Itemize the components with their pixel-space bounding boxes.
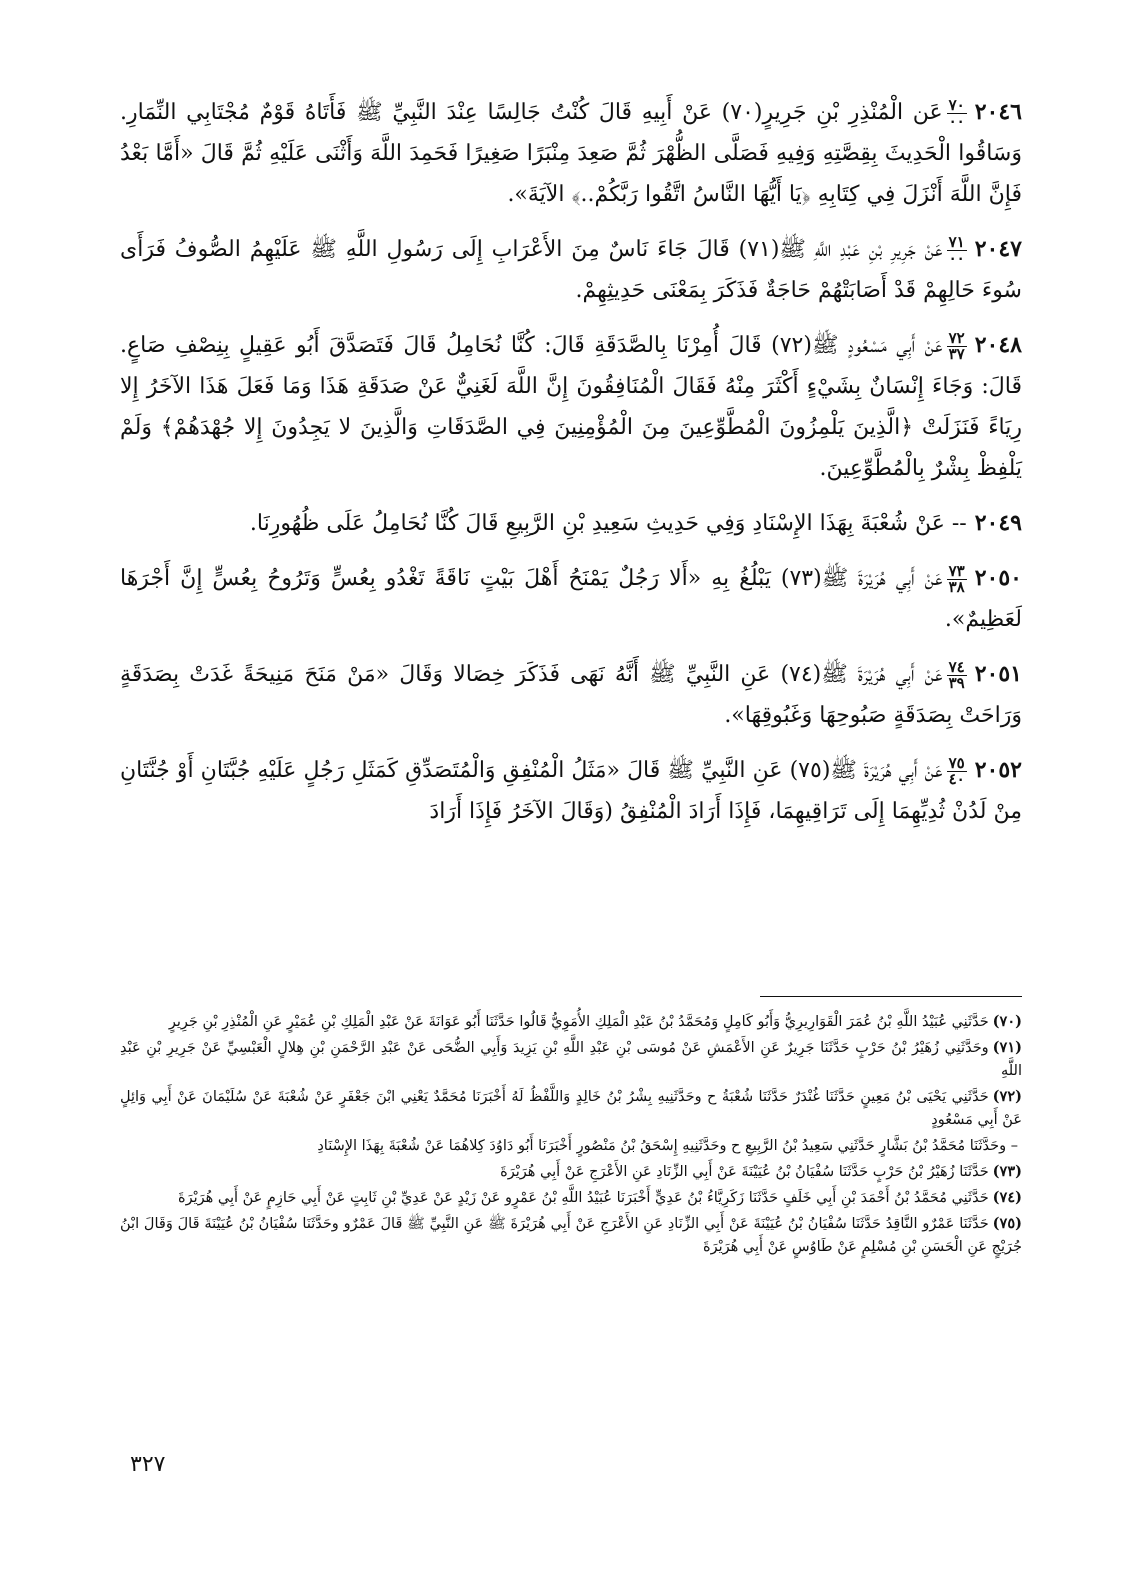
hadith-2050: [120, 558, 1022, 640]
footnote-72-continued: [120, 1134, 1022, 1158]
footnote-text: حَدَّثَنِي مُحَمَّدُ بْنُ أَحْمَدَ بْنِ أَبِي خَلَفٍ حَدَّثَنَا زَكَرِيَّاءُ بْنُ عَدِيٍّ أَخْبَرَنَا عُبَيْدُ اللَّهِ بْنُ عَمْرٍو عَنْ زَيْدٍ عَنْ عَدِيِّ بْنِ ثَابِتٍ عَنْ أَبِي حَازِمٍ عَنْ أَبِي هُرَيْرَةَ: [177, 1190, 989, 1206]
hadith-number: ٢٠٤٨: [974, 332, 1022, 358]
hadith-2051: [120, 654, 1022, 736]
reference-fraction: $\frac{٧٠}{٠٠}$: [948, 95, 965, 130]
hadith-number: ٢٠٤٩: [974, 510, 1022, 536]
hadith-2052: [120, 750, 1022, 832]
footnotes: [120, 1010, 1022, 1261]
hadith-text: عَنْ أَبِي هُرَيْرَةَ ﷺ(٧٤) عَنِ النَّبِيِّ ﷺ أَنَّهُ نَهَى فَذَكَرَ خِصَالا وَقَالَ «مَنْ مَنَحَ مَنِيحَةً غَدَتْ بِصَدَقَةٍ وَرَاحَتْ بِصَدَقَةٍ صَبُوحِهَا وَغَبُوقِهَا».: [120, 662, 1022, 728]
hadith-body: [120, 92, 1022, 846]
footnote-74: [120, 1186, 1022, 1210]
reference-fraction: $\frac{٧٢}{٣٧}$: [948, 328, 965, 363]
footnote-number: (٧٢): [992, 1088, 1022, 1105]
reference-fraction: $\frac{٧٤}{٣٩}$: [948, 657, 965, 692]
hadith-2046: [120, 92, 1022, 215]
hadith-text: عَنْ أَبِي مَسْعُودٍ ﷺ(٧٢) قَالَ أُمِرْنَا بِالصَّدَقَةِ قَالَ: كُنَّا نُحَامِلُ قَالَ فَتَصَدَّقَ أَبُو عَقِيلٍ بِنِصْفِ صَاعٍ. قَالَ: وَجَاءَ إِنْسَانٌ بِشَيْءٍ أَكْثَرَ مِنْهُ فَقَالَ الْمُنَافِقُونَ إِنَّ اللَّهَ لَغَنِيٌّ عَنْ صَدَقَةِ هَذَا وَمَا فَعَلَ هَذَا الآخَرُ إِلا رِيَاءً فَنَزَلَتْ ﴿الَّذِينَ يَلْمِزُونَ الْمُطَّوِّعِينَ مِنَ الْمُؤْمِنِينَ فِي الصَّدَقَاتِ وَالَّذِينَ لا يَجِدُونَ إِلا جُهْدَهُمْ﴾ وَلَمْ يَلْفِظْ بِشْرٌ بِالْمُطَّوِّعِينَ.: [120, 333, 1022, 481]
footnote-text: حَدَّثَنِي عُبَيْدُ اللَّهِ بْنُ عُمَرَ الْقَوَارِيرِيُّ وَأَبُو كَامِلٍ وَمُحَمَّدُ بْنُ عَبْدِ الْمَلِكِ الأُمَوِيُّ قَالُوا حَدَّثَنَا أَبُو عَوَانَةَ عَنْ عَبْدِ الْمَلِكِ بْنِ عُمَيْرٍ عَنِ الْمُنْذِرِ بْنِ جَرِيرٍ: [168, 1014, 989, 1030]
footnote-text: حَدَّثَنِي يَحْيَى بْنُ مَعِينٍ حَدَّثَنَا غُنْدَرٌ حَدَّثَنَا شُعْبَةُ ح وحَدَّثَنِيهِ بِشْرُ بْنُ خَالِدٍ وَاللَّفْظُ لَهُ أَخْبَرَنَا مُحَمَّدٌ يَعْنِي ابْنَ جَعْفَرٍ عَنْ شُعْبَةَ عَنْ سُلَيْمَانَ عَنْ أَبِي وَائِلٍ عَنْ أَبِي مَسْعُودٍ: [120, 1089, 1022, 1128]
hadith-text: -- عَنْ شُعْبَةَ بِهَذَا الإِسْنَادِ وَفِي حَدِيثِ سَعِيدِ بْنِ الرَّبِيعِ قَالَ كُنَّا نُحَامِلُ عَلَى ظُهُورِنَا.: [249, 511, 967, 536]
footnote-73: [120, 1160, 1022, 1184]
footnote-text: حَدَّثَنَا زُهَيْرُ بْنُ حَرْبٍ حَدَّثَنَا سُفْيَانُ بْنُ عُيَيْنَةَ عَنْ أَبِي الزِّنَادِ عَنِ الأَعْرَجِ عَنْ أَبِي هُرَيْرَةَ: [500, 1164, 989, 1180]
footnote-number: (٧١): [992, 1039, 1022, 1056]
footnote-75: [120, 1212, 1022, 1259]
hadith-2047: [120, 229, 1022, 311]
reference-fraction: $\frac{٧٥}{٤٠}$: [948, 753, 965, 788]
footnote-text: – وحَدَّثَنَا مُحَمَّدُ بْنُ بَشَّارٍ حَدَّثَنِي سَعِيدُ بْنُ الرَّبِيعِ ح وحَدَّثَنِيهِ إِسْحَقُ بْنُ مَنْصُورٍ أَخْبَرَنَا أَبُو دَاوُدَ كِلاهُمَا عَنْ شُعْبَةَ بِهَذَا الإِسْنَادِ: [317, 1138, 1018, 1154]
footnote-70: [120, 1010, 1022, 1034]
reference-fraction: $\frac{٧١}{٠٠}$: [948, 232, 965, 267]
hadith-number: ٢٠٤٧: [974, 236, 1022, 262]
hadith-text: عَن الْمُنْذِرِ بْنِ جَرِيرٍ(٧٠) عَنْ أَبِيهِ قَالَ كُنْتُ جَالِسًا عِنْدَ النَّبِيِّ ﷺ فَأَتَاهُ قَوْمٌ مُجْتَابِي النِّمَارِ. وَسَاقُوا الْحَدِيثَ بِقِصَّتِهِ وَفِيهِ فَصَلَّى الظُّهْرَ ثُمَّ صَعِدَ مِنْبَرًا صَغِيرًا فَحَمِدَ اللَّهَ وَأَثْنَى عَلَيْهِ ثُمَّ قَالَ «أَمَّا بَعْدُ فَإِنَّ اللَّهَ أَنْزَلَ فِي كِتَابِهِ ﴿يَا أَيُّهَا النَّاسُ اتَّقُوا رَبَّكُمْ..﴾ الآيَةَ».: [120, 100, 1022, 207]
footnote-text: حَدَّثَنَا عَمْرٌو النَّاقِدُ حَدَّثَنَا سُفْيَانُ بْنُ عُيَيْنَةَ عَنْ أَبِي الزِّنَادِ عَنِ الأَعْرَجِ عَنْ أَبِي هُرَيْرَةَ ﷺ عَنِ النَّبِيِّ ﷺ قَالَ عَمْرٌو وحَدَّثَنَا سُفْيَانُ بْنُ عُيَيْنَةَ قَالَ وَقَالَ ابْنُ جُرَيْجٍ عَنِ الْحَسَنِ بْنِ مُسْلِمٍ عَنْ طَاوُسٍ عَنْ أَبِي هُرَيْرَةَ: [120, 1216, 1022, 1255]
footnote-71: [120, 1036, 1022, 1083]
hadith-number: ٢٠٥٠: [974, 565, 1022, 591]
footnote-separator: [760, 996, 1022, 997]
reference-fraction: $\frac{٧٣}{٣٨}$: [948, 561, 965, 596]
hadith-number: ٢٠٥٢: [974, 757, 1022, 783]
page-number: ٣٢٧: [130, 1452, 166, 1477]
hadith-text: عَنْ أَبِي هُرَيْرَةَ ﷺ(٧٥) عَنِ النَّبِيِّ ﷺ قَالَ «مَثَلُ الْمُنْفِقِ وَالْمُتَصَدِّقِ كَمَثَلِ رَجُلٍ عَلَيْهِ جُبَّتَانِ أَوْ جُنَّتَانِ مِنْ لَدُنْ ثُدِيِّهِمَا إِلَى تَرَاقِيهِمَا، فَإِذَا أَرَادَ الْمُنْفِقُ (وَقَالَ الآخَرُ فَإِذَا أَرَادَ: [120, 758, 1022, 824]
footnote-number: (٧٥): [992, 1215, 1022, 1232]
footnote-text: وحَدَّثَنِي زُهَيْرُ بْنُ حَرْبٍ حَدَّثَنَا جَرِيرٌ عَنِ الأَعْمَشِ عَنْ مُوسَى بْنِ عَبْدِ اللَّهِ بْنِ يَزِيدَ وَأَبِي الضُّحَى عَنْ عَبْدِ الرَّحْمَنِ بْنِ هِلالٍ الْعَبْسِيِّ عَنْ جَرِيرِ بْنِ عَبْدِ اللَّهِ: [120, 1040, 1022, 1079]
hadith-2048: [120, 325, 1022, 489]
hadith-text: عَنْ جَرِيرِ بْنِ عَبْدِ اللَّهِ ﷺ(٧١) قَالَ جَاءَ نَاسٌ مِنَ الأَعْرَابِ إِلَى رَسُولِ اللَّهِ ﷺ عَلَيْهِمُ الصُّوفُ فَرَأَى سُوءَ حَالِهِمْ قَدْ أَصَابَتْهُمْ حَاجَةٌ فَذَكَرَ بِمَعْنَى حَدِيثِهِمْ.: [120, 237, 1022, 303]
footnote-72: [120, 1085, 1022, 1132]
hadith-text: عَنْ أَبِي هُرَيْرَةَ ﷺ(٧٣) يَبْلُغُ بِهِ «أَلا رَجُلٌ يَمْنَحُ أَهْلَ بَيْتٍ نَاقَةً تَغْدُو بِعُسٍّ وَتَرُوحُ بِعُسٍّ إِنَّ أَجْرَهَا لَعَظِيمٌ».: [120, 566, 1022, 632]
footnote-number: (٧٣): [992, 1163, 1022, 1180]
footnote-number: (٧٠): [992, 1013, 1022, 1030]
hadith-2049: [120, 503, 1022, 544]
hadith-number: ٢٠٤٦: [974, 99, 1022, 125]
hadith-number: ٢٠٥١: [974, 661, 1022, 687]
footnote-number: (٧٤): [992, 1189, 1022, 1206]
